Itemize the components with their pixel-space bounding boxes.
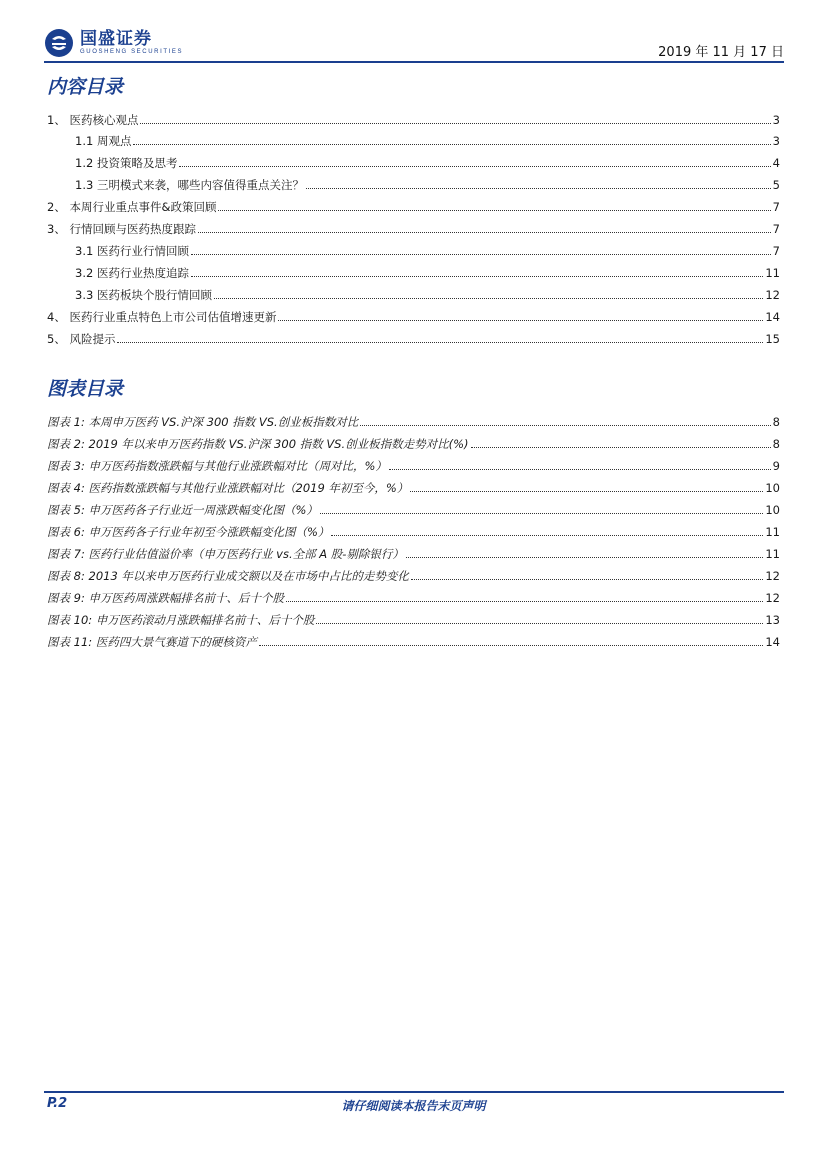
- figure-entry[interactable]: [47, 610, 780, 628]
- figure-entry-label: 图表 7: 医药行业估值溢价率（申万医药行业 vs.全部 A 股-剔除银行）: [47, 547, 404, 561]
- leader-dots: [406, 556, 763, 558]
- figure-entry[interactable]: [47, 412, 780, 430]
- figure-list: [47, 412, 780, 652]
- toc-entry-label: 1.3 三明模式来袭，哪些内容值得重点关注？: [75, 178, 304, 192]
- figure-entry-label: 图表 8: 2013 年以来申万医药行业成交额以及在市场中占比的走势变化: [47, 569, 409, 583]
- figure-entry-label: 图表 4: 医药指数涨跌幅与其他行业涨跌幅对比（2019 年初至今，%）: [47, 481, 409, 495]
- leader-dots: [331, 534, 763, 536]
- header-divider: [44, 61, 784, 63]
- toc-entry[interactable]: [47, 131, 780, 149]
- leader-dots: [218, 209, 770, 211]
- figure-entry[interactable]: [47, 456, 780, 474]
- figure-entry-page: 10: [765, 481, 780, 495]
- figure-entry-page: 13: [765, 613, 780, 627]
- leader-dots: [198, 231, 771, 233]
- figure-list-title: 图表目录: [47, 378, 124, 400]
- figure-entry[interactable]: [47, 544, 780, 562]
- figure-entry-label: 图表 6: 申万医药各子行业年初至今涨跌幅变化图（%）: [47, 525, 330, 539]
- logo-name-cn: 国盛证券: [80, 29, 152, 49]
- toc-entry[interactable]: [47, 307, 780, 325]
- toc-entry[interactable]: [47, 197, 780, 215]
- leader-dots: [191, 275, 763, 277]
- figure-entry-page: 10: [765, 503, 780, 517]
- leader-dots: [140, 122, 770, 124]
- leader-dots: [179, 165, 770, 167]
- figure-entry-label: 图表 2: 2019 年以来申万医药指数 VS.沪深 300 指数 VS.创业板指数走势对比(%): [47, 437, 469, 451]
- toc-entry-page: 3: [772, 134, 780, 148]
- toc-entry-label: 1.2 投资策略及思考: [75, 156, 178, 170]
- toc-entry[interactable]: [47, 329, 780, 347]
- leader-dots: [259, 644, 764, 646]
- figure-entry[interactable]: [47, 566, 780, 584]
- toc-entry-page: 14: [765, 310, 780, 324]
- toc-entry[interactable]: [47, 175, 780, 193]
- figure-entry-page: 11: [765, 547, 780, 561]
- toc-list: [47, 110, 780, 346]
- toc-entry-label: 3.1 医药行业行情回顾: [75, 244, 189, 258]
- figure-entry-label: 图表 11: 医药四大景气赛道下的硬核资产: [47, 635, 257, 649]
- leader-dots: [214, 297, 763, 299]
- figure-entry[interactable]: [47, 588, 780, 606]
- toc-entry[interactable]: [47, 153, 780, 171]
- page-number: P.2: [47, 1096, 68, 1111]
- toc-entry-label: 1.1 周观点: [75, 134, 132, 148]
- toc-entry-page: 5: [772, 178, 780, 192]
- figure-entry-page: 12: [765, 591, 780, 605]
- toc-entry[interactable]: [47, 285, 780, 303]
- toc-entry-page: 3: [772, 113, 780, 127]
- figure-entry-page: 8: [772, 415, 780, 429]
- leader-dots: [411, 578, 763, 580]
- toc-title: 内容目录: [47, 76, 124, 98]
- figure-entry-label: 图表 9: 申万医药周涨跌幅排名前十、后十个股: [47, 591, 284, 605]
- figure-entry[interactable]: [47, 478, 780, 496]
- toc-entry-page: 12: [765, 288, 780, 302]
- figure-entry-page: 11: [765, 525, 780, 539]
- toc-entry-page: 11: [765, 266, 780, 280]
- toc-entry[interactable]: [47, 263, 780, 281]
- toc-entry[interactable]: [47, 219, 780, 237]
- toc-entry-label: 1、 医药核心观点: [47, 113, 139, 127]
- figure-entry-label: 图表 1: 本周申万医药 VS.沪深 300 指数 VS.创业板指数对比: [47, 415, 359, 429]
- company-logo: [44, 28, 183, 58]
- figure-entry-label: 图表 10: 申万医药滚动月涨跌幅排名前十、后十个股: [47, 613, 315, 627]
- toc-entry[interactable]: [47, 110, 780, 128]
- leader-dots: [360, 424, 770, 426]
- toc-entry-label: 2、 本周行业重点事件&政策回顾: [47, 200, 217, 214]
- toc-entry-label: 4、 医药行业重点特色上市公司估值增速更新: [47, 310, 277, 324]
- leader-dots: [117, 341, 763, 343]
- figure-entry-page: 12: [765, 569, 780, 583]
- disclaimer-note: 请仔细阅读本报告末页声明: [341, 1099, 486, 1113]
- figure-entry[interactable]: [47, 522, 780, 540]
- leader-dots: [471, 446, 771, 448]
- leader-dots: [133, 143, 770, 145]
- toc-entry-label: 3、 行情回顾与医药热度跟踪: [47, 222, 196, 236]
- toc-entry-page: 7: [772, 244, 780, 258]
- toc-entry-label: 3.2 医药行业热度追踪: [75, 266, 189, 280]
- toc-entry-page: 4: [772, 156, 780, 170]
- figure-entry[interactable]: [47, 434, 780, 452]
- toc-entry-label: 3.3 医药板块个股行情回顾: [75, 288, 212, 302]
- figure-entry-label: 图表 5: 申万医药各子行业近一周涨跌幅变化图（%）: [47, 503, 318, 517]
- logo-mark-icon: [44, 28, 74, 58]
- page-header: [44, 24, 784, 62]
- leader-dots: [410, 490, 763, 492]
- figure-entry-page: 8: [772, 437, 780, 451]
- figure-entry-page: 14: [765, 635, 780, 649]
- leader-dots: [389, 468, 771, 470]
- figure-entry[interactable]: [47, 500, 780, 518]
- figure-entry[interactable]: [47, 632, 780, 650]
- leader-dots: [306, 187, 771, 189]
- leader-dots: [278, 319, 763, 321]
- toc-entry-page: 7: [772, 222, 780, 236]
- leader-dots: [286, 600, 763, 602]
- footer-divider: [44, 1091, 784, 1093]
- toc-entry-label: 5、 风险提示: [47, 332, 116, 346]
- toc-entry-page: 15: [765, 332, 780, 346]
- report-date: 2019 年 11 月 17 日: [658, 45, 784, 60]
- leader-dots: [316, 622, 763, 624]
- logo-name-en: GUOSHENG SECURITIES: [80, 49, 184, 55]
- toc-entry-page: 7: [772, 200, 780, 214]
- figure-entry-label: 图表 3: 申万医药指数涨跌幅与其他行业涨跌幅对比（周对比，%）: [47, 459, 387, 473]
- leader-dots: [320, 512, 763, 514]
- leader-dots: [191, 253, 771, 255]
- toc-entry[interactable]: [47, 241, 780, 259]
- figure-entry-page: 9: [772, 459, 780, 473]
